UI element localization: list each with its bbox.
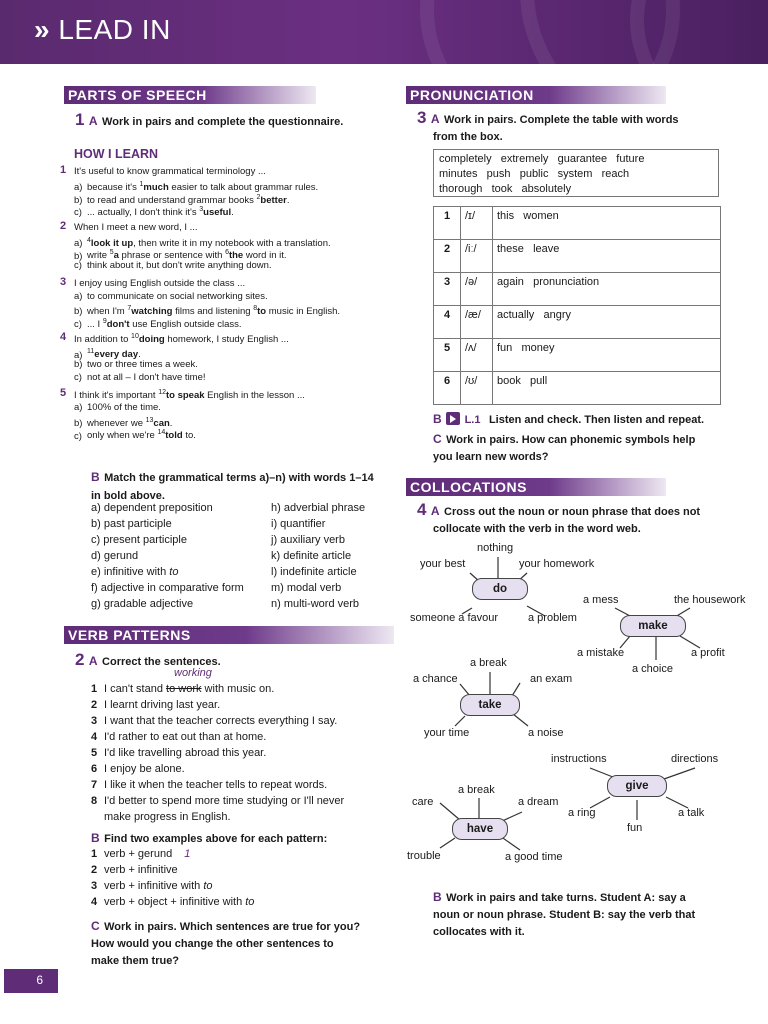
- word-number: 8: [253, 305, 258, 313]
- option-text: to.: [182, 430, 196, 442]
- pattern-italic: to: [203, 880, 213, 892]
- word-number: 5: [109, 249, 114, 257]
- term-item: m) modal verb: [271, 582, 342, 594]
- exercise-3c-instruction: C Work in pairs. How can phonemic symbols help you learn new words?: [433, 432, 696, 463]
- option-letter: b): [74, 306, 83, 318]
- bold-word: better: [260, 194, 287, 206]
- bold-word: useful: [203, 207, 232, 219]
- sentence-text: I'd better to spend more time studying or I'll never: [104, 795, 345, 807]
- sentence-number: 3: [91, 715, 98, 727]
- make-noun-the-housework: the housework: [674, 594, 746, 606]
- sentence-number: 7: [91, 779, 98, 791]
- exercise-4b-instruction: B Work in pairs and take turns. Student A: say a noun or noun phrase. Student B: say the verb that collocates with it.: [433, 890, 696, 938]
- have-noun-care: care: [412, 796, 434, 808]
- exercise-4a-instruction: 4 A Cross out the noun or noun phrase that does not collocate with the verb in the word web.: [417, 500, 701, 535]
- bold-word: look it up: [90, 237, 134, 249]
- option-letter: a): [74, 182, 83, 194]
- question-number: 1: [60, 164, 67, 176]
- verb-make-box: make: [620, 615, 686, 637]
- take-noun-a-noise: a noise: [528, 727, 564, 739]
- verb-do-box: do: [472, 578, 528, 600]
- row-number: 5: [434, 339, 461, 372]
- term-text: d) gerund: [91, 550, 139, 562]
- verb-have-box: have: [452, 818, 508, 840]
- bold-word: can: [153, 417, 170, 429]
- option-letter: a): [74, 349, 83, 361]
- option-text: .: [231, 207, 234, 219]
- option-text: write: [87, 250, 110, 262]
- word-number: 9: [102, 317, 107, 325]
- crossed-out-words: to work: [166, 683, 202, 695]
- sentence-text: I'd like travelling abroad this year.: [104, 747, 267, 759]
- option-text: two or three times a week.: [87, 359, 198, 370]
- have-noun-a-dream: a dream: [518, 796, 559, 808]
- sentence-number: 1: [91, 683, 98, 695]
- word-number: 1: [139, 181, 144, 188]
- example-words: again pronunciation: [493, 273, 721, 306]
- option-letter: c): [74, 318, 82, 330]
- word-box: completely extremely guarantee future minutes push public system reach thorough took absolutely: [433, 149, 719, 197]
- row-number: 1: [434, 207, 461, 240]
- exercise-2a-instruction: 2 A Correct the sentences.: [75, 650, 221, 669]
- option-text: .: [286, 194, 290, 206]
- question-number: 2: [60, 219, 67, 232]
- term-text: g) gradable adjective: [91, 598, 194, 610]
- word-number: 12: [158, 389, 166, 397]
- question-number: 3: [60, 275, 67, 288]
- bold-word: watching: [131, 306, 173, 318]
- word-number: 14: [157, 429, 166, 437]
- stem-text: I think it's important: [74, 390, 159, 402]
- question-number: 4: [60, 331, 67, 344]
- bold-word: a: [113, 250, 119, 262]
- stem-text: English in the lesson ...: [204, 390, 305, 402]
- pattern-text: verb + gerund: [104, 848, 173, 860]
- option-letter: a): [74, 402, 83, 414]
- option-text: to communicate on social networking sites.: [87, 290, 268, 302]
- option-text: phrase or sentence with: [118, 250, 226, 262]
- have-noun-trouble: trouble: [407, 850, 441, 862]
- how-i-learn-title: HOW I LEARN: [74, 147, 159, 161]
- exercise-2b-instruction: B Find two examples above for each pattern:: [91, 831, 328, 845]
- row-number: 2: [434, 240, 461, 273]
- pattern-text: verb + infinitive: [104, 864, 178, 876]
- option-letter: c): [74, 430, 82, 442]
- exercise-1b-instruction: B Match the grammatical terms a)–n) with words 1–14 in bold above.: [91, 470, 374, 502]
- pattern-number: 3: [91, 880, 98, 892]
- term-italic: to: [169, 566, 179, 578]
- term-text: a) dependent preposition: [91, 502, 213, 514]
- option-text: .: [169, 417, 173, 429]
- bold-word: the: [228, 250, 244, 262]
- phonemic-symbol: /ʌ/: [461, 339, 493, 372]
- pattern-text: verb + infinitive with: [104, 880, 204, 892]
- word-number: 6: [225, 249, 229, 257]
- lead-in-icon: »: [34, 14, 51, 45]
- correction-note: working: [174, 667, 212, 679]
- pattern-italic: to: [245, 896, 255, 908]
- phonemic-symbol: /ʊ/: [461, 372, 493, 405]
- verb-patterns-heading: VERB PATTERNS: [64, 626, 394, 644]
- do-noun-someone-a-favour: someone a favour: [410, 612, 499, 624]
- give-noun-instructions: instructions: [551, 753, 607, 765]
- sentence-text: I like it when the teacher tells to repeat words.: [104, 779, 328, 791]
- bold-word: to speak: [165, 390, 205, 402]
- phonemic-symbol: /iː/: [461, 240, 493, 273]
- sentence-number: 5: [91, 747, 98, 759]
- option-letter: b): [74, 250, 83, 262]
- take-noun-an-exam: an exam: [530, 673, 573, 685]
- verb-give-box: give: [607, 775, 667, 797]
- sentence-text: I want that the teacher corrects everything I say.: [104, 715, 338, 727]
- give-noun-a-talk: a talk: [678, 807, 705, 819]
- option-text: easier to talk about grammar rules.: [168, 182, 319, 194]
- bold-word: don't: [106, 318, 130, 330]
- word-number: 13: [145, 416, 154, 424]
- term-item: h) adverbial phrase: [271, 502, 366, 514]
- term-item: j) auxiliary verb: [271, 534, 345, 546]
- verb-take-box: take: [460, 694, 520, 716]
- example-words: book pull: [493, 372, 721, 405]
- option-text: films and listening: [172, 306, 254, 318]
- example-words: fun money: [493, 339, 721, 372]
- do-noun-your-homework: your homework: [519, 558, 595, 570]
- example-words: actually angry: [493, 306, 721, 339]
- give-noun-directions: directions: [671, 753, 719, 765]
- do-noun-nothing: nothing: [477, 542, 514, 554]
- give-noun-a-ring: a ring: [568, 807, 596, 819]
- have-noun-a-break: a break: [458, 784, 495, 796]
- option-text: word in it.: [243, 250, 287, 262]
- option-letter: b): [74, 417, 83, 429]
- exercise-3a-instruction: 3 A Work in pairs. Complete the table with words from the box.: [417, 108, 679, 143]
- sentence-number: 2: [91, 699, 98, 711]
- option-letter: b): [74, 359, 83, 370]
- sentence-text: with music on.: [201, 683, 275, 695]
- option-text: because it's: [87, 182, 140, 194]
- row-number: 6: [434, 372, 461, 405]
- phonemic-symbol: /æ/: [461, 306, 493, 339]
- option-text: use English outside class.: [129, 318, 242, 330]
- pattern-number: 2: [91, 864, 98, 876]
- sentence-text: I enjoy be alone.: [104, 763, 185, 775]
- option-letter: a): [74, 237, 83, 249]
- option-letter: b): [74, 194, 83, 206]
- term-item: l) indefinite article: [271, 566, 357, 578]
- question-number: 5: [60, 387, 67, 400]
- stem-text: It's useful to know grammatical terminology ...: [74, 166, 266, 177]
- term-item: i) quantifier: [271, 518, 326, 530]
- exercise-1a-instruction: 1 A Work in pairs and complete the questionnaire.: [75, 110, 344, 129]
- phonemic-symbol: /ɪ/: [461, 207, 493, 240]
- row-number: 4: [434, 306, 461, 339]
- sentence-text: I learnt driving last year.: [104, 699, 221, 711]
- sentence-text: I can't stand: [104, 683, 167, 695]
- sentence-continuation: make progress in English.: [104, 811, 231, 823]
- take-noun-a-chance: a chance: [413, 673, 458, 685]
- term-text: e) infinitive with: [91, 566, 170, 578]
- option-text: think about it, but don't write anything down.: [87, 260, 272, 271]
- make-noun-a-profit: a profit: [691, 647, 725, 659]
- option-text: 100% of the time.: [87, 402, 161, 414]
- option-text: whenever we: [87, 417, 146, 429]
- word-number: 4: [87, 236, 91, 244]
- example-words: this women: [493, 207, 721, 240]
- term-text: b) past participle: [91, 518, 172, 530]
- sentence-number: 6: [91, 763, 98, 775]
- exercise-3b-instruction: B L.1 Listen and check. Then listen and repeat.: [433, 412, 705, 426]
- term-text: c) present participle: [91, 534, 187, 546]
- word-number: 3: [199, 206, 204, 214]
- term-text: f) adjective in comparative form: [91, 582, 244, 594]
- bold-word: every day: [94, 349, 139, 361]
- do-noun-a-problem: a problem: [528, 612, 577, 624]
- page-number: 6: [4, 969, 58, 991]
- page-number-underline: [4, 991, 58, 993]
- pattern-text: verb + object + infinitive with: [104, 896, 246, 908]
- sentence-number: 8: [91, 795, 98, 807]
- option-letter: c): [74, 260, 82, 271]
- audio-track-number: L.1: [464, 414, 481, 426]
- bold-word: told: [165, 430, 183, 442]
- stem-text: When I meet a new word, I ...: [74, 221, 198, 233]
- option-text: .: [138, 349, 141, 361]
- word-number: 7: [127, 305, 132, 313]
- option-text: to read and understand grammar books: [87, 194, 257, 206]
- sentence-number: 4: [91, 731, 98, 743]
- term-item: k) definite article: [271, 550, 352, 562]
- word-number: 2: [256, 193, 261, 201]
- option-text: not at all – I don't have time!: [87, 371, 206, 383]
- have-noun-a-good-time: a good time: [505, 851, 563, 863]
- example-words: these leave: [493, 240, 721, 273]
- parts-of-speech-heading: PARTS OF SPEECH: [64, 86, 316, 104]
- page-title: » LEAD IN: [34, 14, 171, 45]
- make-noun-a-choice: a choice: [632, 663, 673, 675]
- option-text: music in English.: [266, 306, 341, 318]
- option-text: , then write it in my notebook with a translation.: [133, 237, 331, 249]
- give-noun-fun: fun: [627, 822, 643, 834]
- option-letter: a): [74, 290, 83, 302]
- make-noun-a-mistake: a mistake: [577, 647, 625, 659]
- take-noun-your-time: your time: [424, 727, 470, 739]
- option-letter: c): [74, 207, 82, 219]
- pattern-number: 1: [91, 848, 98, 860]
- stem-text: homework, I study English ...: [164, 334, 289, 346]
- phonemic-symbol: /ə/: [461, 273, 493, 306]
- pattern-number: 4: [91, 896, 98, 908]
- bold-word: doing: [138, 334, 165, 346]
- option-text: ... actually, I don't think it's: [87, 207, 200, 219]
- term-item: n) multi-word verb: [271, 598, 360, 610]
- option-text: when I'm: [87, 306, 128, 318]
- row-number: 3: [434, 273, 461, 306]
- option-letter: c): [74, 371, 82, 383]
- do-noun-your-best: your best: [420, 558, 466, 570]
- stem-text: I enjoy using English outside the class ...: [74, 277, 246, 289]
- pronunciation-heading: PRONUNCIATION: [406, 86, 666, 104]
- bold-word: much: [143, 182, 169, 194]
- word-number: 11: [87, 348, 95, 356]
- option-text: ... I: [87, 318, 103, 330]
- make-noun-a-mess: a mess: [583, 594, 619, 606]
- option-text: only when we're: [87, 430, 158, 442]
- exercise-2c-instruction: C Work in pairs. Which sentences are true for you? How would you change the other sentences to make them true?: [91, 919, 361, 967]
- stem-text: In addition to: [74, 334, 132, 346]
- word-number: 10: [131, 333, 139, 341]
- collocations-heading: COLLOCATIONS: [406, 478, 666, 496]
- bold-word: to: [257, 306, 267, 318]
- sentence-text: I'd rather to eat out than at home.: [104, 731, 267, 743]
- take-noun-a-break: a break: [470, 657, 507, 669]
- example-answer: 1: [184, 848, 191, 860]
